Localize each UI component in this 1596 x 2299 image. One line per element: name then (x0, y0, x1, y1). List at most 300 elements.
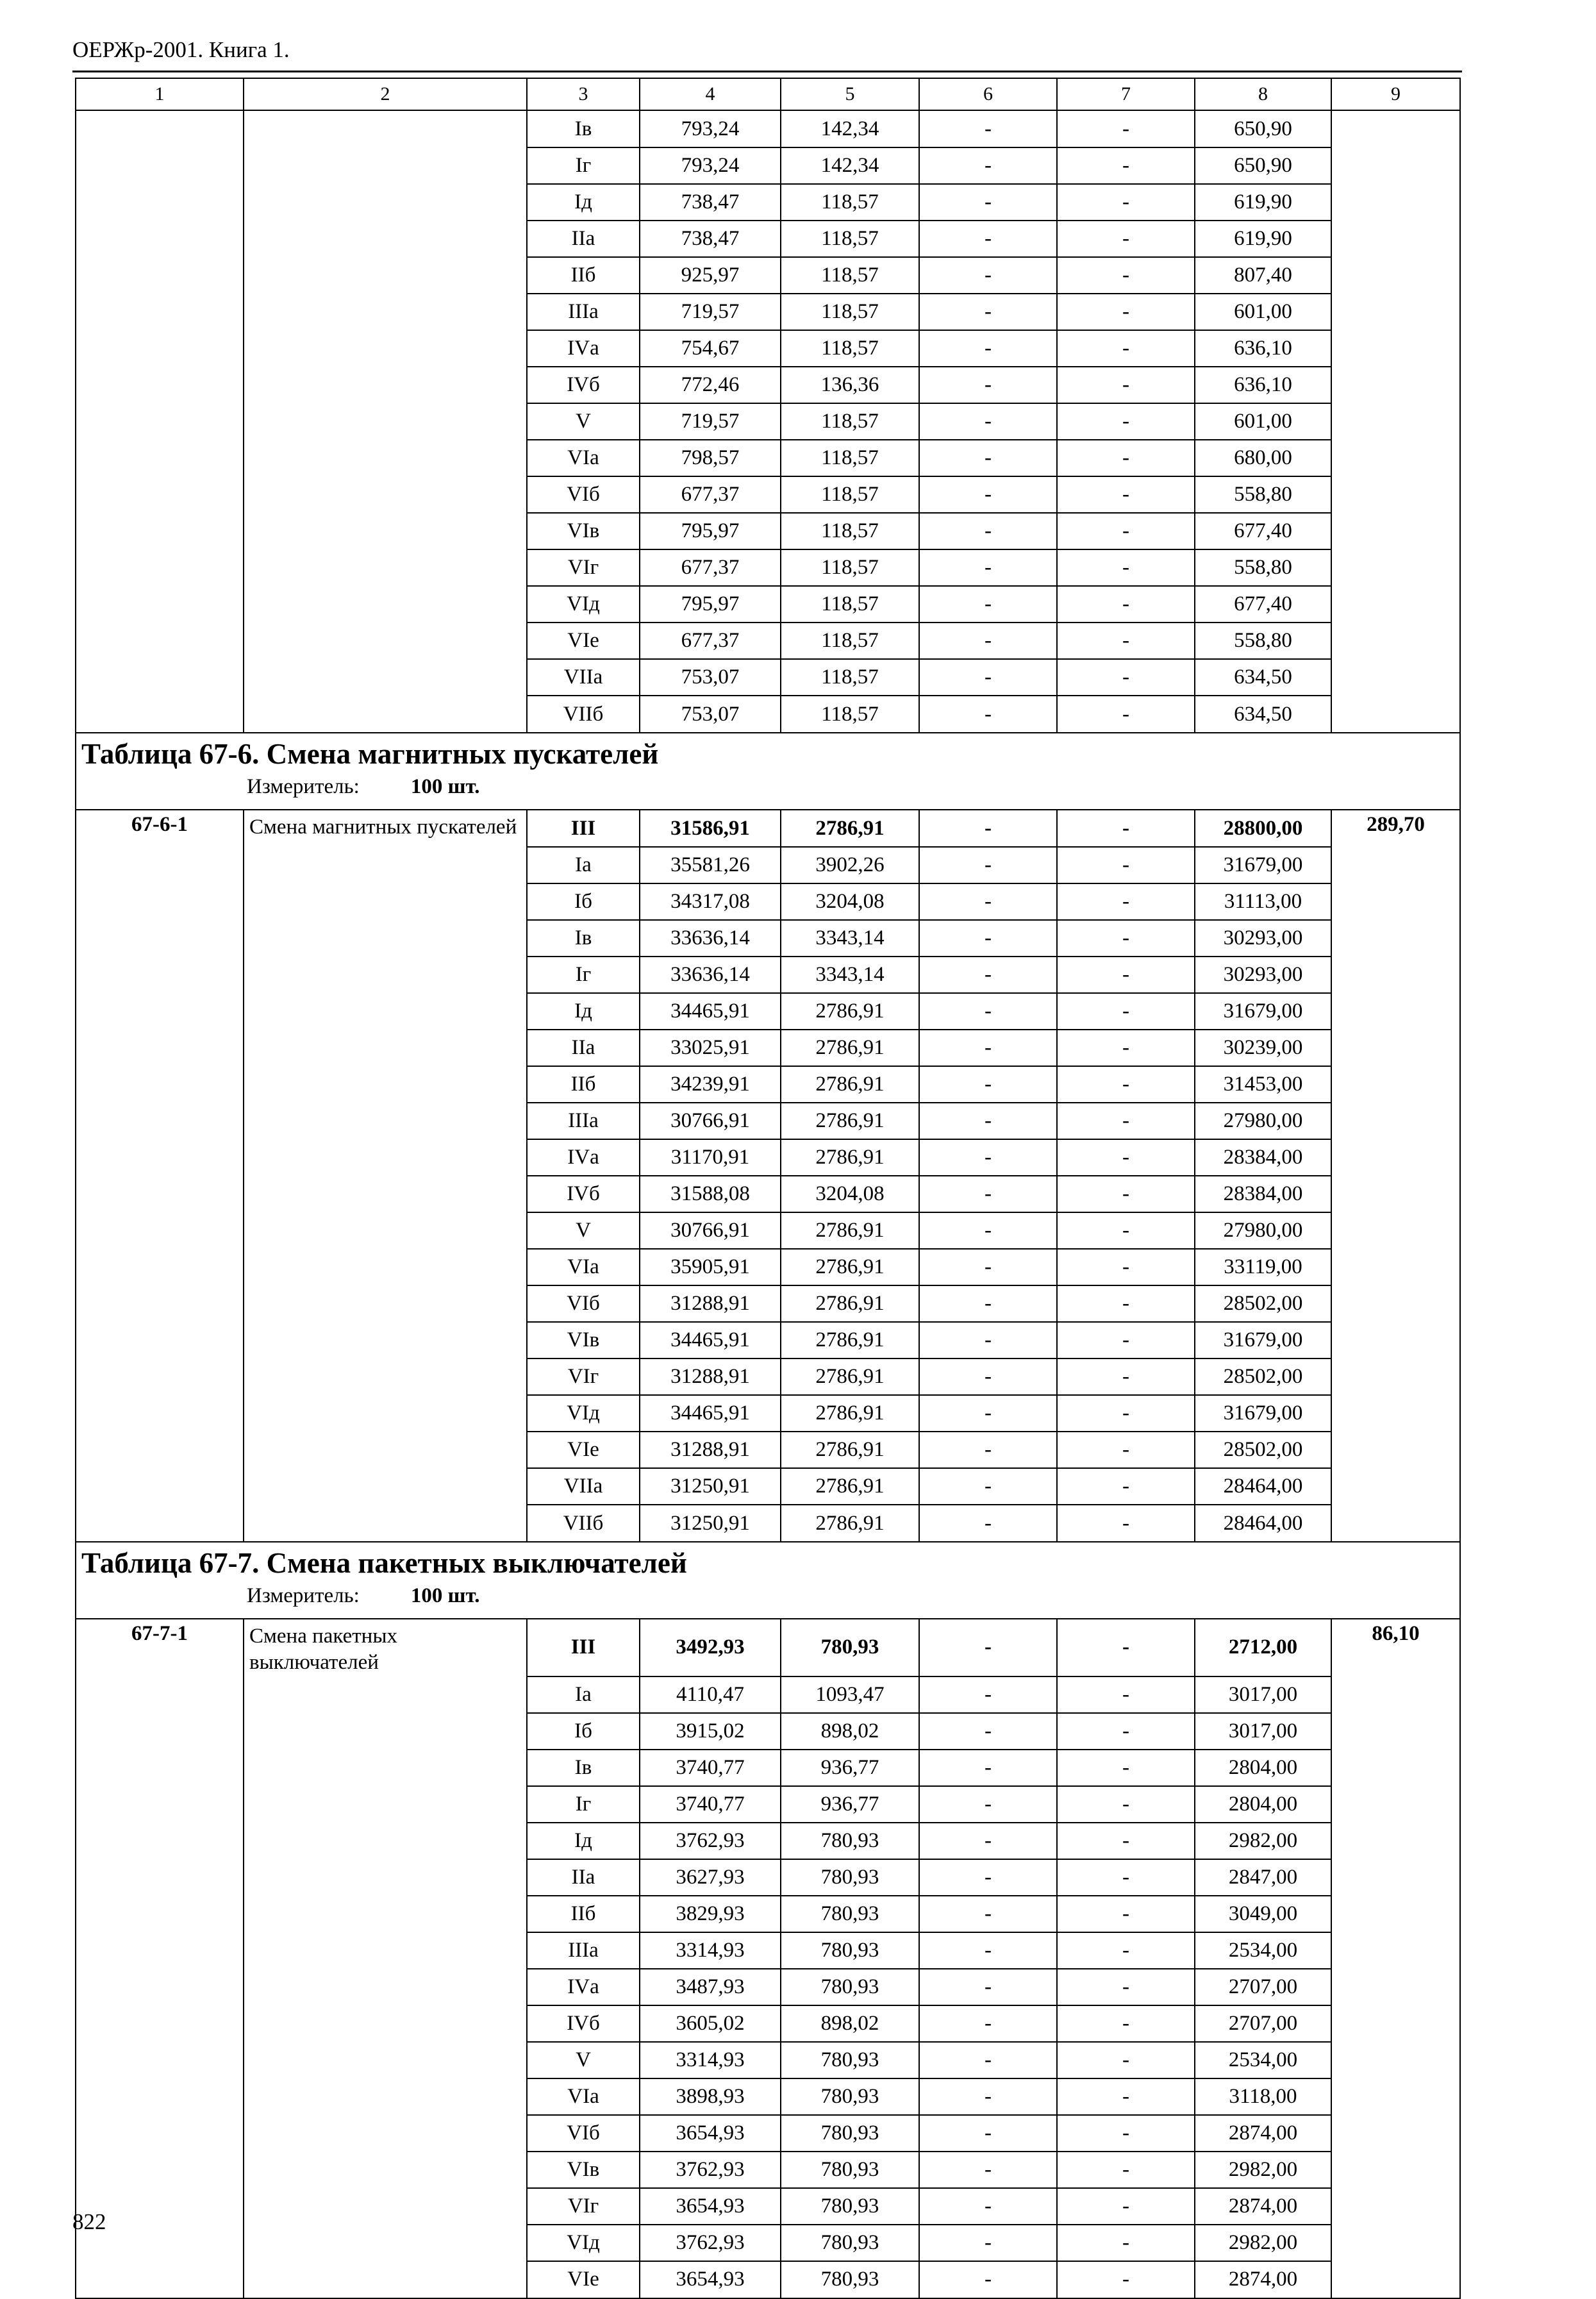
cell-class: III (527, 1619, 640, 1676)
cell-total: 34465,91 (640, 993, 781, 1030)
cell-wages: 2786,91 (781, 1395, 919, 1432)
cell-class: IIа (527, 1030, 640, 1066)
cell-total: 772,46 (640, 367, 781, 403)
cell-class: VIе (527, 2261, 640, 2298)
cell-name (244, 1103, 527, 1139)
cell-total: 3898,93 (640, 2078, 781, 2115)
cell-code (76, 1358, 244, 1395)
cell-materials: 31113,00 (1195, 883, 1331, 920)
cell-code (76, 1066, 244, 1103)
cell-total: 793,24 (640, 110, 781, 147)
cell-class: IIIа (527, 294, 640, 330)
section-title: Таблица 67-6. Смена магнитных пускателей (81, 738, 659, 770)
cell-materials: 677,40 (1195, 586, 1331, 623)
table-row (76, 993, 1460, 1030)
cell-code (76, 294, 244, 330)
cell-machines: - (919, 2225, 1057, 2261)
cell-name (244, 1713, 527, 1750)
cell-machines: - (919, 920, 1057, 957)
cell-code (76, 1750, 244, 1786)
cell-drivers-wages: - (1057, 1103, 1195, 1139)
cell-materials: 30293,00 (1195, 957, 1331, 993)
cell-class: Iб (527, 883, 640, 920)
table-row (76, 440, 1460, 476)
cell-machines: - (919, 586, 1057, 623)
cell-materials: 31679,00 (1195, 847, 1331, 883)
cell-name (244, 1176, 527, 1212)
table-row (76, 659, 1460, 696)
cell-name (244, 549, 527, 586)
page-number: 822 (72, 2209, 106, 2234)
cell-name (244, 920, 527, 957)
cell-class: Iа (527, 1676, 640, 1713)
cell-machines: - (919, 993, 1057, 1030)
cell-labor: 86,10 (1331, 1619, 1460, 1676)
cell-labor (1331, 1969, 1460, 2005)
section-unit (247, 1585, 1459, 1607)
header-rule (72, 71, 1462, 72)
cell-code (76, 1969, 244, 2005)
table-row (76, 847, 1460, 883)
cell-wages: 3343,14 (781, 920, 919, 957)
cell-total: 3314,93 (640, 2042, 781, 2078)
cell-labor (1331, 1713, 1460, 1750)
cell-drivers-wages: - (1057, 2078, 1195, 2115)
table-row (76, 1786, 1460, 1823)
cell-labor (1331, 476, 1460, 513)
cell-class: IIб (527, 1896, 640, 1932)
cell-labor (1331, 1322, 1460, 1358)
cell-labor (1331, 1432, 1460, 1468)
cell-code: 67-7-1 (76, 1619, 244, 1676)
cell-materials: 677,40 (1195, 513, 1331, 549)
cell-drivers-wages: - (1057, 696, 1195, 733)
cell-machines: - (919, 184, 1057, 221)
cell-name (244, 883, 527, 920)
cell-class: VIа (527, 1249, 640, 1285)
cell-class: VIг (527, 2188, 640, 2225)
cell-drivers-wages: - (1057, 993, 1195, 1030)
cell-materials: 807,40 (1195, 257, 1331, 294)
cell-code (76, 1249, 244, 1285)
cell-wages: 3343,14 (781, 957, 919, 993)
cell-drivers-wages: - (1057, 549, 1195, 586)
unit-label: Измеритель: (247, 1584, 360, 1607)
section-header-row (76, 1542, 1460, 1619)
cell-name (244, 2225, 527, 2261)
cell-code (76, 696, 244, 733)
cell-drivers-wages: - (1057, 957, 1195, 993)
cell-wages: 2786,91 (781, 1285, 919, 1322)
cell-name (244, 1139, 527, 1176)
cell-drivers-wages: - (1057, 1969, 1195, 2005)
cell-wages: 2786,91 (781, 1212, 919, 1249)
cell-class: IIб (527, 257, 640, 294)
table-row (76, 1139, 1460, 1176)
cell-class: Iд (527, 993, 640, 1030)
cell-materials: 2534,00 (1195, 1932, 1331, 1969)
cell-drivers-wages: - (1057, 1249, 1195, 1285)
cell-total: 34465,91 (640, 1322, 781, 1358)
cell-class: IVа (527, 1139, 640, 1176)
cell-wages: 2786,91 (781, 1139, 919, 1176)
cell-machines: - (919, 1322, 1057, 1358)
cell-total: 719,57 (640, 403, 781, 440)
cell-name (244, 1358, 527, 1395)
table-row (76, 1859, 1460, 1896)
cell-machines: - (919, 1212, 1057, 1249)
cell-drivers-wages: - (1057, 1066, 1195, 1103)
table-row (76, 1322, 1460, 1358)
cell-total: 33636,14 (640, 957, 781, 993)
cell-drivers-wages: - (1057, 147, 1195, 184)
cell-machines: - (919, 847, 1057, 883)
cell-total: 31250,91 (640, 1505, 781, 1542)
cell-materials: 31679,00 (1195, 1322, 1331, 1358)
cell-class: Iв (527, 920, 640, 957)
cell-wages: 118,57 (781, 659, 919, 696)
cell-total: 793,24 (640, 147, 781, 184)
cell-code (76, 920, 244, 957)
table-row (76, 294, 1460, 330)
cell-wages: 780,93 (781, 2188, 919, 2225)
cell-wages: 2786,91 (781, 993, 919, 1030)
cell-code (76, 221, 244, 257)
cell-wages: 118,57 (781, 586, 919, 623)
table-row (76, 147, 1460, 184)
cell-drivers-wages: - (1057, 1176, 1195, 1212)
cell-drivers-wages: - (1057, 1750, 1195, 1786)
cell-materials: 634,50 (1195, 696, 1331, 733)
cell-machines: - (919, 1505, 1057, 1542)
cell-class: IIа (527, 1859, 640, 1896)
unit-value: 100 шт. (410, 775, 480, 798)
cell-name: Смена магнитных пускателей (244, 810, 527, 847)
cell-machines: - (919, 367, 1057, 403)
table-row (76, 957, 1460, 993)
cell-class: V (527, 2042, 640, 2078)
cell-drivers-wages: - (1057, 1030, 1195, 1066)
table-row (76, 2188, 1460, 2225)
cell-code (76, 549, 244, 586)
cell-code (76, 2042, 244, 2078)
cell-materials: 28502,00 (1195, 1432, 1331, 1468)
cell-labor (1331, 403, 1460, 440)
cell-labor (1331, 367, 1460, 403)
cell-total: 31586,91 (640, 810, 781, 847)
cell-class: VIе (527, 1432, 640, 1468)
cell-name (244, 696, 527, 733)
cell-drivers-wages: - (1057, 2261, 1195, 2298)
column-number: 5 (781, 78, 919, 110)
cell-class: VIIб (527, 696, 640, 733)
cell-class: Iв (527, 110, 640, 147)
cell-name (244, 1896, 527, 1932)
cell-wages: 118,57 (781, 257, 919, 294)
cell-code (76, 476, 244, 513)
cell-name (244, 1066, 527, 1103)
cell-wages: 1093,47 (781, 1676, 919, 1713)
cell-machines: - (919, 883, 1057, 920)
cell-total: 31250,91 (640, 1468, 781, 1505)
cell-machines: - (919, 476, 1057, 513)
cell-code (76, 1823, 244, 1859)
cell-drivers-wages: - (1057, 1676, 1195, 1713)
cell-class: VIд (527, 586, 640, 623)
cell-labor (1331, 184, 1460, 221)
cell-name (244, 2188, 527, 2225)
table-row (76, 1750, 1460, 1786)
table-row (76, 110, 1460, 147)
cell-total: 34239,91 (640, 1066, 781, 1103)
table-row (76, 1713, 1460, 1750)
cell-wages: 2786,91 (781, 1505, 919, 1542)
cell-class: Iд (527, 1823, 640, 1859)
cell-wages: 780,93 (781, 1823, 919, 1859)
cell-materials: 2707,00 (1195, 1969, 1331, 2005)
cell-total: 3627,93 (640, 1859, 781, 1896)
cell-class: IVб (527, 367, 640, 403)
cell-code (76, 2078, 244, 2115)
cell-labor (1331, 2261, 1460, 2298)
cell-class: V (527, 1212, 640, 1249)
cell-code (76, 1322, 244, 1358)
cell-wages: 3902,26 (781, 847, 919, 883)
cell-machines: - (919, 513, 1057, 549)
cell-total: 3314,93 (640, 1932, 781, 1969)
table-row (76, 2152, 1460, 2188)
cell-total: 754,67 (640, 330, 781, 367)
cell-materials: 634,50 (1195, 659, 1331, 696)
cell-materials: 30239,00 (1195, 1030, 1331, 1066)
cell-total: 3487,93 (640, 1969, 781, 2005)
table-row (76, 2078, 1460, 2115)
cell-class: IIIа (527, 1103, 640, 1139)
cell-machines: - (919, 1249, 1057, 1285)
cell-code (76, 586, 244, 623)
cell-class: VIг (527, 1358, 640, 1395)
cell-total: 33636,14 (640, 920, 781, 957)
cell-drivers-wages: - (1057, 2225, 1195, 2261)
cell-materials: 28384,00 (1195, 1176, 1331, 1212)
cell-code (76, 257, 244, 294)
cell-wages: 780,93 (781, 1896, 919, 1932)
cell-name (244, 1249, 527, 1285)
cell-wages: 118,57 (781, 549, 919, 586)
cell-wages: 780,93 (781, 1619, 919, 1676)
cell-name (244, 1468, 527, 1505)
cell-wages: 780,93 (781, 1859, 919, 1896)
cell-machines: - (919, 1932, 1057, 1969)
cell-total: 3654,93 (640, 2188, 781, 2225)
cell-materials: 2982,00 (1195, 1823, 1331, 1859)
cell-materials: 2712,00 (1195, 1619, 1331, 1676)
section-unit (247, 776, 1459, 798)
cell-drivers-wages: - (1057, 403, 1195, 440)
cell-drivers-wages: - (1057, 1786, 1195, 1823)
cell-machines: - (919, 1750, 1057, 1786)
cell-class: VIб (527, 476, 640, 513)
cell-total: 677,37 (640, 476, 781, 513)
cell-wages: 780,93 (781, 1969, 919, 2005)
cell-machines: - (919, 221, 1057, 257)
column-number-row (76, 78, 1460, 110)
cell-total: 3762,93 (640, 2152, 781, 2188)
cell-drivers-wages: - (1057, 847, 1195, 883)
table-row (76, 257, 1460, 294)
cell-machines: - (919, 1285, 1057, 1322)
cell-materials: 3017,00 (1195, 1676, 1331, 1713)
cell-wages: 142,34 (781, 147, 919, 184)
cell-name (244, 257, 527, 294)
cell-drivers-wages: - (1057, 184, 1195, 221)
cell-machines: - (919, 2261, 1057, 2298)
cell-wages: 936,77 (781, 1786, 919, 1823)
cell-drivers-wages: - (1057, 2042, 1195, 2078)
cell-code (76, 883, 244, 920)
cell-name (244, 1676, 527, 1713)
cell-materials: 2874,00 (1195, 2115, 1331, 2152)
cell-class: Iг (527, 147, 640, 184)
cell-machines: - (919, 2078, 1057, 2115)
cell-total: 33025,91 (640, 1030, 781, 1066)
cell-drivers-wages: - (1057, 586, 1195, 623)
cell-labor (1331, 623, 1460, 659)
cell-name (244, 221, 527, 257)
table-row (76, 2115, 1460, 2152)
cell-drivers-wages: - (1057, 1285, 1195, 1322)
cell-labor (1331, 847, 1460, 883)
table-row (76, 2261, 1460, 2298)
table-row (76, 476, 1460, 513)
cell-labor (1331, 1823, 1460, 1859)
cell-materials: 650,90 (1195, 110, 1331, 147)
cell-total: 31288,91 (640, 1432, 781, 1468)
cell-code (76, 367, 244, 403)
column-number: 4 (640, 78, 781, 110)
table-row (76, 1030, 1460, 1066)
cell-wages: 2786,91 (781, 1468, 919, 1505)
table-row (76, 367, 1460, 403)
cell-class: VIд (527, 1395, 640, 1432)
cell-labor (1331, 2005, 1460, 2042)
cell-labor (1331, 1932, 1460, 1969)
cell-code (76, 993, 244, 1030)
cell-machines: - (919, 1676, 1057, 1713)
cell-total: 3654,93 (640, 2115, 781, 2152)
cell-drivers-wages: - (1057, 1505, 1195, 1542)
cell-machines: - (919, 1713, 1057, 1750)
cell-total: 30766,91 (640, 1103, 781, 1139)
cell-wages: 118,57 (781, 294, 919, 330)
table-row (76, 586, 1460, 623)
cell-total: 35581,26 (640, 847, 781, 883)
cell-materials: 601,00 (1195, 294, 1331, 330)
cell-wages: 2786,91 (781, 810, 919, 847)
cell-machines: - (919, 957, 1057, 993)
cell-machines: - (919, 1176, 1057, 1212)
cell-drivers-wages: - (1057, 1358, 1195, 1395)
cell-labor (1331, 586, 1460, 623)
cell-class: Iб (527, 1713, 640, 1750)
cell-code (76, 1896, 244, 1932)
cell-class: Iд (527, 184, 640, 221)
cell-wages: 780,93 (781, 2152, 919, 2188)
cell-materials: 619,90 (1195, 184, 1331, 221)
cell-total: 738,47 (640, 221, 781, 257)
cell-labor: 289,70 (1331, 810, 1460, 847)
cell-machines: - (919, 659, 1057, 696)
cell-machines: - (919, 696, 1057, 733)
cell-class: Iв (527, 1750, 640, 1786)
cell-total: 925,97 (640, 257, 781, 294)
cell-name (244, 294, 527, 330)
cell-wages: 118,57 (781, 184, 919, 221)
cell-materials: 2707,00 (1195, 2005, 1331, 2042)
cell-labor (1331, 1285, 1460, 1322)
cell-labor (1331, 1176, 1460, 1212)
cell-name (244, 1750, 527, 1786)
cell-code (76, 1285, 244, 1322)
cell-wages: 2786,91 (781, 1103, 919, 1139)
cell-labor (1331, 1750, 1460, 1786)
cell-name (244, 147, 527, 184)
cell-labor (1331, 1395, 1460, 1432)
cell-machines: - (919, 1859, 1057, 1896)
cell-materials: 28502,00 (1195, 1285, 1331, 1322)
cell-machines: - (919, 1619, 1057, 1676)
cell-drivers-wages: - (1057, 1212, 1195, 1249)
cell-code: 67-6-1 (76, 810, 244, 847)
cell-labor (1331, 2078, 1460, 2115)
table-row (76, 2005, 1460, 2042)
cell-code (76, 2261, 244, 2298)
cell-materials: 3049,00 (1195, 1896, 1331, 1932)
cell-materials: 2804,00 (1195, 1750, 1331, 1786)
cell-name (244, 2115, 527, 2152)
cell-materials: 30293,00 (1195, 920, 1331, 957)
cell-wages: 3204,08 (781, 1176, 919, 1212)
cell-total: 3762,93 (640, 2225, 781, 2261)
cell-drivers-wages: - (1057, 883, 1195, 920)
cell-drivers-wages: - (1057, 1139, 1195, 1176)
cell-drivers-wages: - (1057, 1619, 1195, 1676)
cell-machines: - (919, 1358, 1057, 1395)
cell-total: 677,37 (640, 549, 781, 586)
cell-name (244, 1285, 527, 1322)
cell-code (76, 1859, 244, 1896)
cell-labor (1331, 2152, 1460, 2188)
table-row (76, 1212, 1460, 1249)
cell-materials: 28800,00 (1195, 810, 1331, 847)
cell-wages: 2786,91 (781, 1030, 919, 1066)
cell-labor (1331, 957, 1460, 993)
cell-code (76, 1139, 244, 1176)
table-row (76, 403, 1460, 440)
cell-drivers-wages: - (1057, 659, 1195, 696)
cell-code (76, 440, 244, 476)
cell-name (244, 623, 527, 659)
cell-class: Iг (527, 957, 640, 993)
cell-code (76, 1713, 244, 1750)
cell-class: IIб (527, 1066, 640, 1103)
table-row (76, 1066, 1460, 1103)
cell-name (244, 1432, 527, 1468)
cell-machines: - (919, 110, 1057, 147)
cell-class: IVб (527, 1176, 640, 1212)
cell-total: 3829,93 (640, 1896, 781, 1932)
cell-total: 3492,93 (640, 1619, 781, 1676)
